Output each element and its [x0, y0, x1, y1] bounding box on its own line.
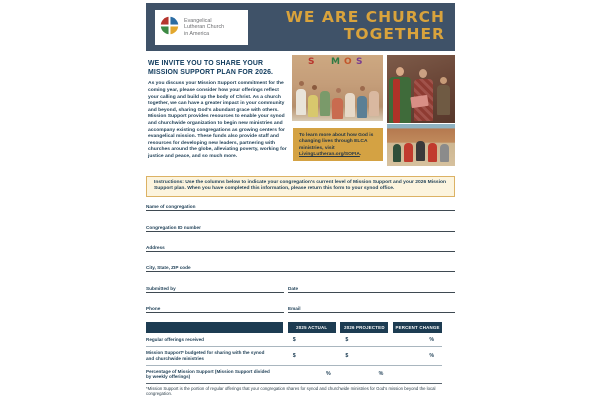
wall-letter: O: [344, 57, 352, 67]
logo-text-line3: in America: [184, 30, 210, 37]
photo-figure: [393, 144, 401, 162]
cell-2026-projected[interactable]: $: [345, 336, 349, 343]
table-row: [146, 347, 442, 366]
table-header-empty: [146, 322, 283, 333]
cell-percent-change[interactable]: [393, 366, 442, 384]
photo-congregation-raised-hands: [292, 55, 383, 121]
table-header-percent-change: PERCENT CHANGE: [393, 322, 442, 333]
photo-figure: [320, 91, 330, 116]
elca-emblem-icon: [159, 15, 180, 41]
field-email[interactable]: [288, 302, 455, 313]
cell-2025-actual[interactable]: %: [325, 371, 331, 378]
field-label: Phone: [146, 306, 161, 311]
promo-text: To learn more about how God is changing lives through ELCA ministries, visit: [299, 133, 374, 151]
field-address[interactable]: [146, 241, 455, 252]
field-city-state-zip[interactable]: [146, 261, 455, 272]
banner-title-line1: WE ARE CHURCH: [285, 8, 445, 26]
header-banner: [146, 3, 455, 51]
elca-logo-wordmark: [184, 18, 224, 37]
field-congregation-id[interactable]: [146, 221, 455, 232]
row-label: Mission Support* budgeted for sharing with the synod and churchwide ministries: [146, 350, 265, 361]
photo-people-singing: [387, 55, 455, 123]
field-label: Date: [288, 286, 299, 291]
table-header-2026-projected: 2026 PROJECTED: [340, 322, 388, 333]
intro-section: [148, 59, 290, 161]
photo-figure: [428, 143, 437, 162]
photo-group-outdoors: [387, 124, 455, 166]
photo-figure: [437, 85, 450, 115]
instructions-text: Use the columns below to indicate your congregation's current level of Mission Support and your 2026 Mission Support plan. When you have completed this information, please return this form to your synod office.: [154, 180, 446, 192]
mission-support-footnote: *Mission Support is the portion of regular offerings that your congregation shares for synod and churchwide ministries for God's mission beyond the local congregation.: [146, 386, 436, 396]
cell-percent-change[interactable]: %: [429, 336, 435, 343]
wall-letter: M: [331, 57, 340, 67]
cell-2026-projected[interactable]: $: [345, 352, 349, 359]
photo-figure: [404, 143, 413, 162]
intro-heading-line1: WE INVITE YOU TO SHARE YOUR: [148, 60, 264, 67]
row-label: Percentage of Mission Support (Mission Support divided by weekly offerings): [146, 368, 270, 380]
photo-figure: [296, 89, 306, 115]
wall-letter: S: [308, 57, 315, 67]
field-phone[interactable]: [146, 302, 284, 313]
cell-2025-actual[interactable]: $: [292, 352, 296, 359]
table-header-row: [146, 322, 442, 333]
instructions-label: Instructions:: [154, 180, 184, 185]
cell-2026-projected[interactable]: %: [378, 371, 384, 378]
cell-percent-change[interactable]: %: [429, 352, 435, 359]
banner-title: [286, 9, 445, 43]
photo-figure: [410, 95, 428, 108]
field-name-of-congregation[interactable]: [146, 200, 455, 211]
field-label: Address: [146, 245, 165, 250]
photo-figure: [396, 67, 404, 76]
table-header-2025-actual: 2025 ACTUAL: [288, 322, 336, 333]
intro-paragraph: As you discuss your Mission Support commitment for the coming year, please consider how your offerings reflect your calling and build up the body of Christ. As a church together, we can have a greater impact in your community and beyond, sharing God's abundant grace with others. Mission Support provides resources to enable your synod and churchwide organization to begin new ministries and accompany existing congregations as growing centers for evangelical mission. These funds also provide staff and resources for developing new leaders, partnering with churches around the globe, alleviating poverty, working for justice and peace, and so much more.: [148, 81, 287, 159]
photo-figure: [360, 86, 365, 91]
photo-figure: [393, 79, 400, 123]
cell-2025-actual[interactable]: $: [292, 336, 296, 343]
photo-figure: [308, 95, 318, 117]
photo-figure: [299, 81, 304, 86]
photo-figure: [416, 141, 425, 161]
field-submitted-by[interactable]: [146, 282, 284, 293]
wall-letter: S: [356, 57, 363, 67]
promo-suffix: .: [359, 152, 362, 158]
living-lutheran-link[interactable]: LivingLutheran.org/SOFIA: [299, 152, 360, 158]
photo-figure: [312, 85, 317, 90]
photo-figure: [332, 98, 343, 119]
intro-heading: [148, 59, 290, 77]
field-date[interactable]: [288, 282, 455, 293]
photo-figure: [440, 144, 449, 162]
photo-figure: [357, 96, 367, 118]
photo-figure: [440, 77, 447, 84]
photo-figure: [345, 93, 355, 117]
field-label: Email: [288, 306, 301, 311]
instructions-box: [146, 176, 455, 197]
logo-text-line2: Lutheran Church: [184, 24, 225, 31]
intro-heading-line2: MISSION SUPPORT PLAN FOR 2026.: [148, 69, 274, 77]
photo-figure: [369, 91, 379, 116]
row-label: Regular offerings received: [146, 336, 204, 342]
document-page: [146, 0, 455, 400]
logo-text-line1: Evangelical: [184, 17, 212, 24]
field-label: City, State, ZIP code: [146, 265, 191, 270]
field-label: Congregation ID number: [146, 225, 201, 230]
promo-box: [293, 128, 383, 161]
photo-figure: [336, 88, 341, 93]
field-label: Name of congregation: [146, 204, 196, 209]
field-label: Submitted by: [146, 286, 176, 291]
table-row: [146, 366, 442, 385]
elca-logo: [155, 10, 248, 45]
mission-support-table: [146, 322, 442, 384]
table-row: [146, 333, 442, 347]
banner-title-line2: TOGETHER: [343, 25, 445, 43]
photo-figure: [419, 69, 427, 78]
